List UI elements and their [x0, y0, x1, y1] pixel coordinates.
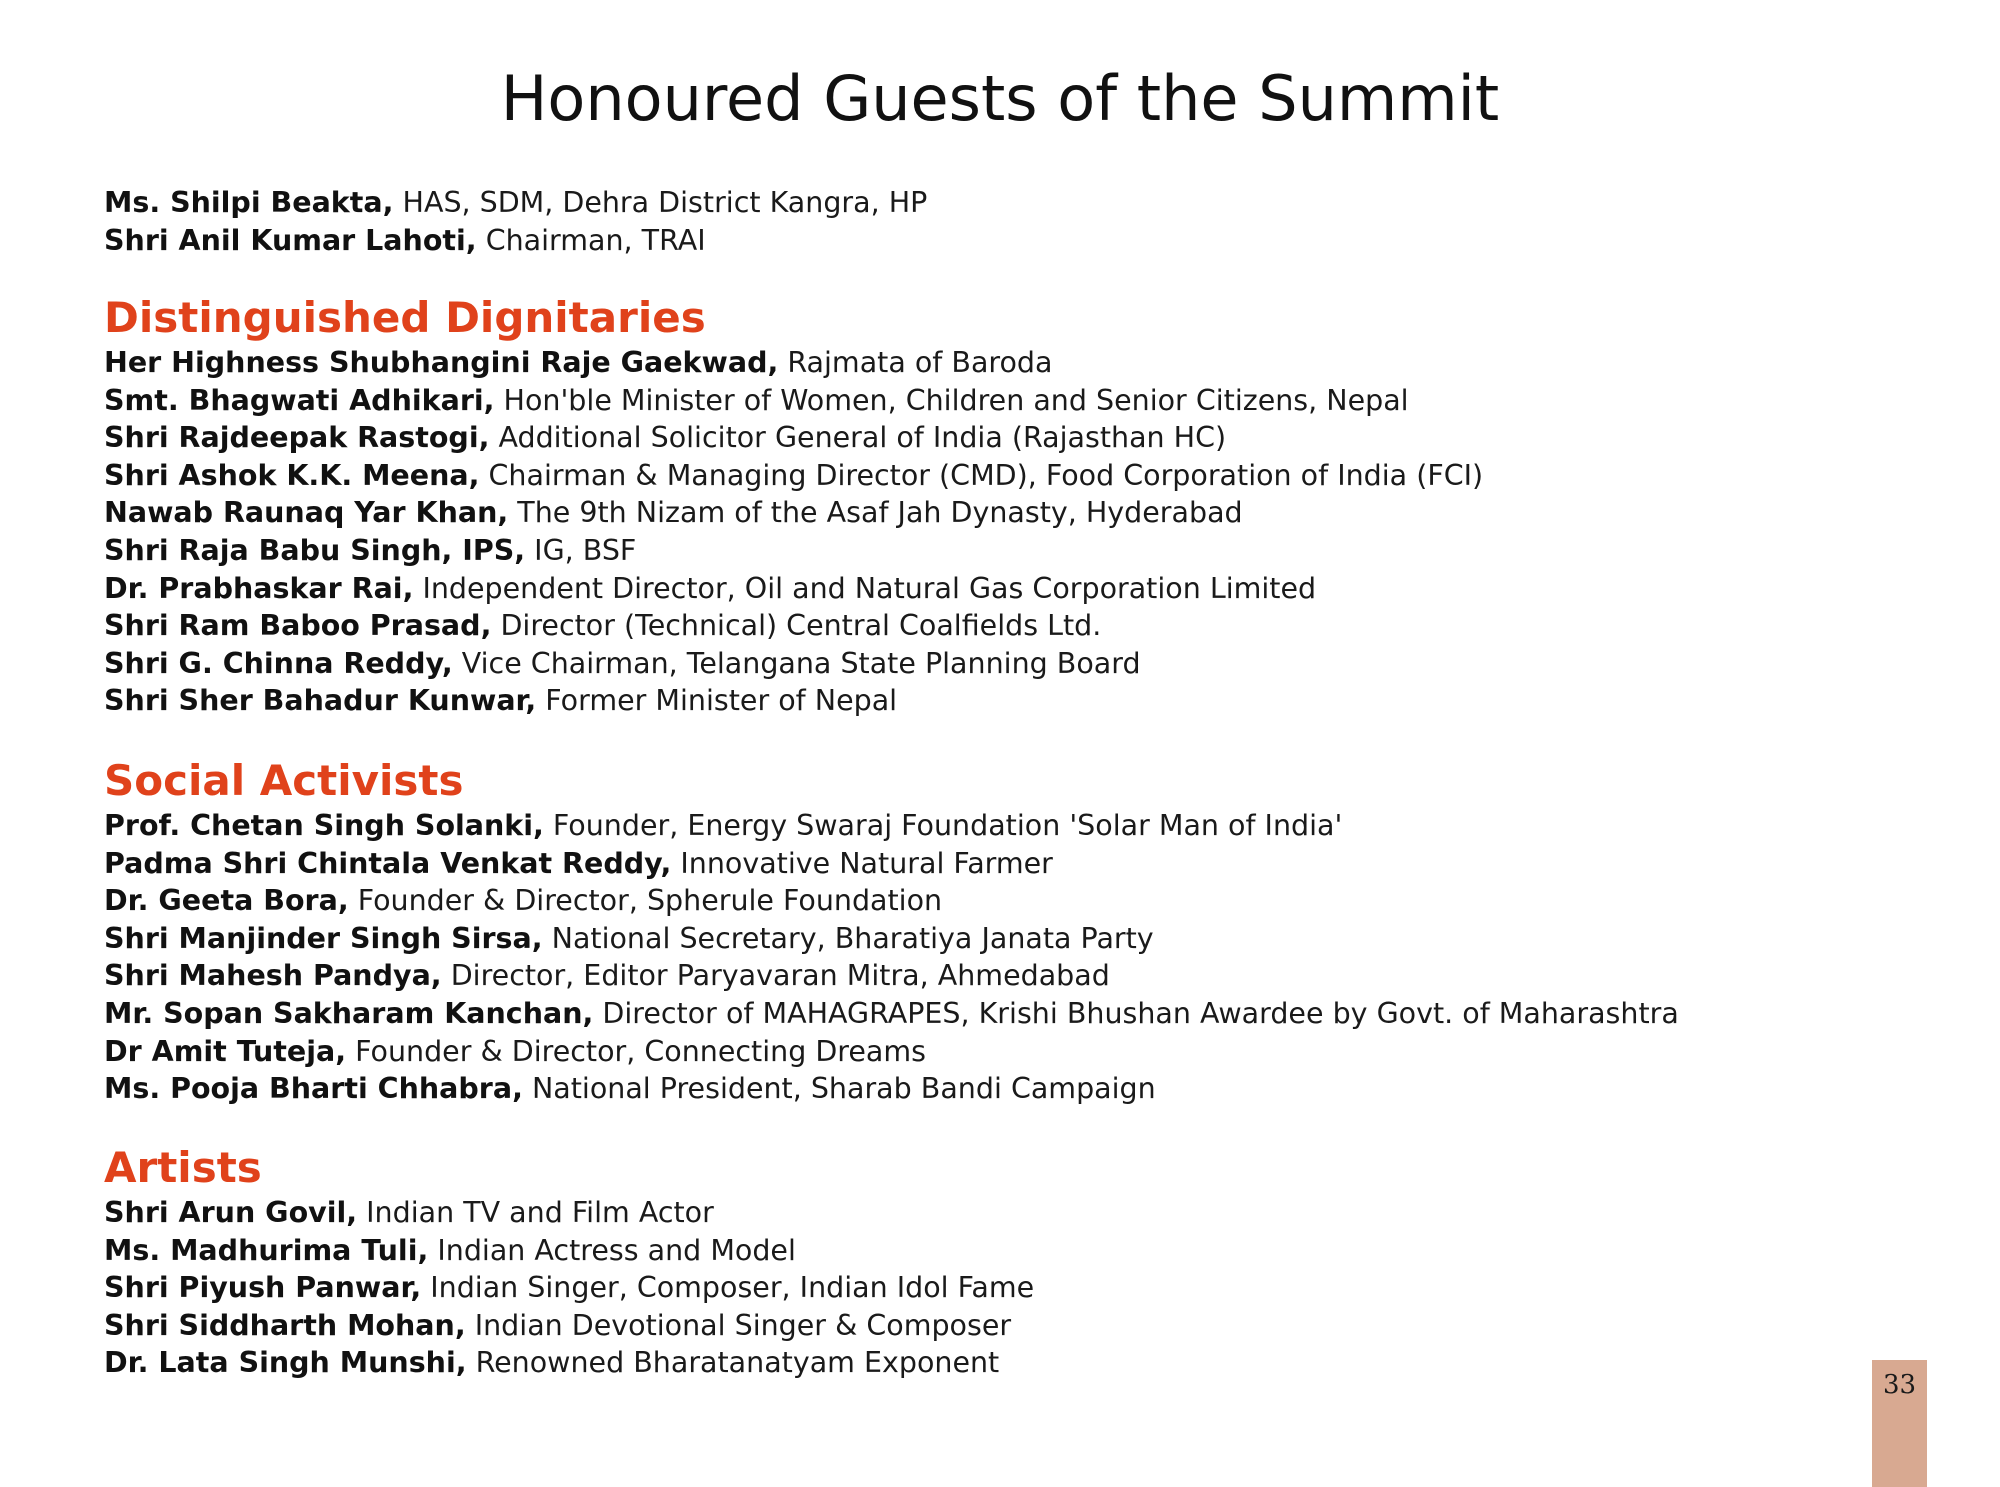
guest-entry: [104, 807, 1884, 845]
guest-role: National President, Sharab Bandi Campaign: [522, 1072, 1156, 1106]
guest-entry: [104, 1232, 1884, 1270]
guest-entry: [104, 382, 1884, 420]
guest-name: Shri Rajdeepak Rastogi,: [104, 421, 490, 455]
guest-role: Independent Director, Oil and Natural Gas Corporation Limited: [413, 571, 1317, 605]
guest-name: Shri Piyush Panwar,: [104, 1271, 422, 1305]
guest-entry: [104, 570, 1884, 608]
section-heading: Social Activists: [104, 756, 464, 805]
guest-entry: [104, 845, 1884, 883]
intro-guest-list: [104, 184, 1884, 259]
guest-name: Shri Mahesh Pandya,: [104, 959, 442, 993]
guest-entry: [104, 1194, 1884, 1232]
guest-entry: [104, 1033, 1884, 1071]
guest-role: Founder & Director, Connecting Dreams: [346, 1034, 927, 1068]
guest-name: Shri Sher Bahadur Kunwar,: [104, 684, 537, 718]
guest-name: Dr Amit Tuteja,: [104, 1034, 347, 1068]
page-number: 33: [1882, 1370, 1917, 1400]
page-number-tab: [1872, 1360, 1927, 1487]
guest-name: Shri Ram Baboo Prasad,: [104, 609, 492, 643]
section-heading: Distinguished Dignitaries: [104, 293, 706, 342]
guest-role: Indian Devotional Singer & Composer: [465, 1308, 1012, 1342]
guest-name: Shri Manjinder Singh Sirsa,: [104, 921, 543, 955]
guest-entry: [104, 995, 1884, 1033]
guest-name: Shri Raja Babu Singh, IPS,: [104, 533, 526, 567]
guest-name: Padma Shri Chintala Venkat Reddy,: [104, 846, 672, 880]
guest-name: Her Highness Shubhangini Raje Gaekwad,: [104, 346, 779, 379]
guest-entry: [104, 1070, 1884, 1108]
guest-name: Ms. Madhurima Tuli,: [104, 1233, 429, 1267]
guest-entry: [104, 682, 1884, 720]
guest-role: Founder & Director, Spherule Foundation: [348, 884, 943, 918]
guest-name: Dr. Geeta Bora,: [104, 884, 349, 918]
guest-role: The 9th Nizam of the Asaf Jah Dynasty, Hyderabad: [508, 496, 1243, 530]
guest-role: Rajmata of Baroda: [778, 346, 1053, 379]
guest-role: Director, Editor Paryavaran Mitra, Ahmedabad: [441, 959, 1110, 993]
guest-role: Indian Singer, Composer, Indian Idol Fame: [421, 1271, 1035, 1305]
guest-role: Hon'ble Minister of Women, Children and Senior Citizens, Nepal: [494, 383, 1409, 417]
guest-name: Mr. Sopan Sakharam Kanchan,: [104, 996, 594, 1030]
guest-role: Indian Actress and Model: [428, 1233, 796, 1267]
guest-name: Nawab Raunaq Yar Khan,: [104, 496, 509, 530]
guest-entry: [104, 457, 1884, 495]
guest-role: Innovative Natural Farmer: [671, 846, 1053, 880]
guest-entry: [104, 532, 1884, 570]
guest-role: IG, BSF: [525, 533, 637, 567]
guest-name: Dr. Lata Singh Munshi,: [104, 1346, 467, 1380]
guest-entry: [104, 920, 1884, 958]
guest-role: Chairman & Managing Director (CMD), Food Corporation of India (FCI): [479, 458, 1484, 492]
section-social-activists: [104, 757, 1884, 1108]
guest-role: Indian TV and Film Actor: [357, 1196, 714, 1229]
guest-name: Smt. Bhagwati Adhikari,: [104, 383, 495, 417]
guest-role: Chairman, TRAI: [476, 223, 706, 257]
guest-name: Shri G. Chinna Reddy,: [104, 646, 453, 680]
guest-entry: [104, 419, 1884, 457]
section-distinguished-dignitaries: [104, 294, 1884, 720]
guest-entry: [104, 882, 1884, 920]
guest-name: Ms. Shilpi Beakta,: [104, 186, 394, 219]
guest-role: Founder, Energy Swaraj Foundation 'Solar Man of India': [543, 809, 1343, 842]
guest-name: Dr. Prabhaskar Rai,: [104, 571, 414, 605]
guest-role: Director (Technical) Central Coalfields Ltd.: [491, 609, 1102, 643]
guest-role: National Secretary, Bharatiya Janata Party: [542, 921, 1154, 955]
guest-name: Prof. Chetan Singh Solanki,: [104, 809, 544, 842]
guest-role: HAS, SDM, Dehra District Kangra, HP: [393, 186, 928, 219]
guest-name: Ms. Pooja Bharti Chhabra,: [104, 1072, 523, 1106]
guest-role: Former Minister of Nepal: [536, 684, 898, 718]
guest-entry: [104, 957, 1884, 995]
guest-role: Renowned Bharatanatyam Exponent: [466, 1346, 1000, 1380]
page-title: Honoured Guests of the Summit: [500, 62, 1500, 135]
section-heading: Artists: [104, 1143, 262, 1192]
guest-entry: [104, 1269, 1884, 1307]
guest-entry: [104, 222, 1884, 260]
guest-role: Additional Solicitor General of India (Rajasthan HC): [489, 421, 1227, 455]
guest-entry: [104, 607, 1884, 645]
guest-entry: [104, 344, 1884, 382]
guest-entry: [104, 645, 1884, 683]
guest-entry: [104, 494, 1884, 532]
guest-name: Shri Siddharth Mohan,: [104, 1308, 466, 1342]
section-artists: [104, 1144, 1884, 1382]
guest-name: Shri Arun Govil,: [104, 1196, 358, 1229]
guest-entry: [104, 184, 1884, 222]
guest-name: Shri Ashok K.K. Meena,: [104, 458, 480, 492]
guest-entry: [104, 1307, 1884, 1345]
guest-role: Vice Chairman, Telangana State Planning Board: [452, 646, 1141, 680]
guest-entry: [104, 1344, 1884, 1382]
guest-name: Shri Anil Kumar Lahoti,: [104, 223, 477, 257]
guest-role: Director of MAHAGRAPES, Krishi Bhushan Awardee by Govt. of Maharashtra: [593, 996, 1679, 1030]
